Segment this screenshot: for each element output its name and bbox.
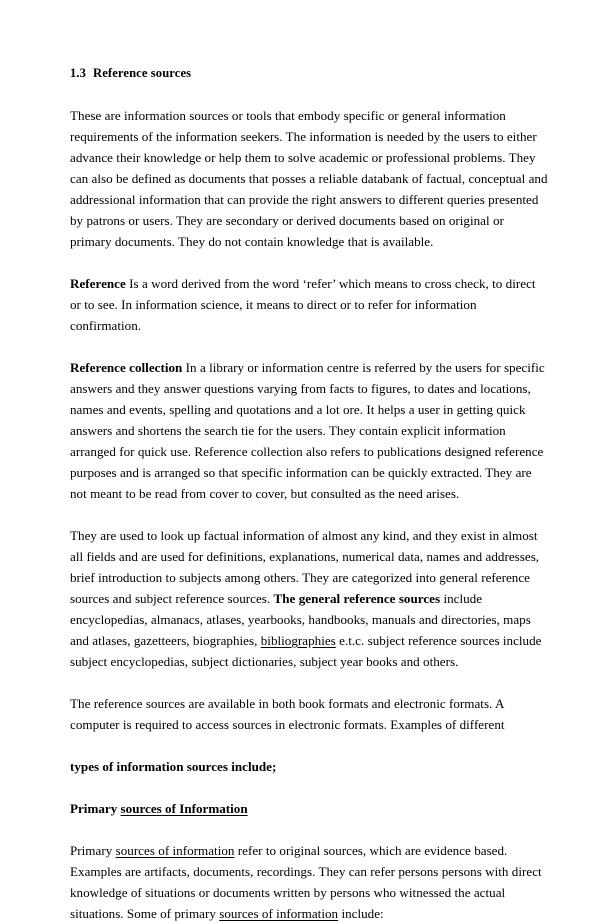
paragraph-reference-categories (70, 525, 548, 672)
primary-label: Primary (70, 801, 121, 816)
general-reference-sources-term: The general reference sources (273, 591, 441, 606)
reference-definition-text: Is a word derived from the word ‘refer’ which means to cross check, to direct or to see. In information science, it means to direct or to refer for information confirmation. (70, 276, 536, 333)
paragraph-formats (70, 693, 548, 735)
reference-collection-term: Reference collection (70, 360, 183, 375)
spacer (70, 84, 548, 105)
sources-of-information-underlined-heading: sources of Information (120, 801, 248, 816)
spacer (70, 777, 548, 798)
reference-collection-text: In a library or information centre is referred by the users for specific answers and they answer questions varying from facts to figures, to dates and locations, names and events, spelling and quotations and a lot ore. It helps a user in getting quick answers and shortens the search tie for the users. They contain explicit information arranged for quick use. Reference collection also refers to publications designed reference purposes and is arranged so that specific information can be quickly extracted. They are not meant to be read from cover to cover, but consulted as the need arises. (70, 360, 545, 501)
paragraph-reference-definition (70, 273, 548, 336)
bibliographies-underlined: bibliographies (260, 633, 336, 648)
spacer (70, 819, 548, 840)
formats-text: The reference sources are available in both book formats and electronic formats. A computer is required to access sources in electronic formats. Examples of different (70, 696, 505, 732)
sources-of-information-underlined-2: sources of information (219, 906, 339, 921)
paragraph-reference-collection (70, 357, 548, 504)
subheading-primary-sources (70, 798, 548, 819)
primary-sources-text-part3: include: (338, 906, 384, 921)
section-heading-number: 1.3 (70, 66, 87, 80)
spacer (70, 504, 548, 525)
primary-sources-text-part2: refer to original sources, which are evidence based. Examples are artifacts, documents, recordings. They can refer persons persons with direct knowledge of situations or documents written by persons who witnessed the actual situations. Some of primary (70, 843, 542, 921)
categories-text-part3: e.t.c. subject reference sources include subject encyclopedias, subject dictionaries, subject year books and others. (70, 633, 542, 669)
categories-text-part1: They are used to look up factual information of almost any kind, and they exist in almost all fields and are used for definitions, explanations, numerical data, names and addresses, brief introduction to subjects among others. They are categorized into general reference sources and subject reference sources. (70, 528, 540, 606)
spacer (70, 735, 548, 756)
primary-sources-text-part1: Primary (70, 843, 116, 858)
spacer (70, 252, 548, 273)
document-body (70, 63, 548, 924)
spacer (70, 672, 548, 693)
paragraph-primary-sources (70, 840, 548, 924)
spacer (70, 336, 548, 357)
categories-text-part2: include encyclopedias, almanacs, atlases, yearbooks, handbooks, manuals and directories, maps and atlases, gazetteers, biographies, (70, 591, 531, 648)
subheading-types-label: types of information sources include; (70, 759, 277, 774)
paragraph-intro-text: These are information sources or tools that embody specific or general information requirements of the information seekers. The information is needed by the users to either advance their knowledge or help them to solve academic or professional problems. They can also be defined as documents that posses a reliable databank of factual, conceptual and addressional information that can provide the right answers to different queries presented by patrons or users. They are secondary or derived documents based on original or primary documents. They do not contain knowledge that is available. (70, 108, 548, 249)
paragraph-intro (70, 105, 548, 252)
section-heading-title: Reference sources (93, 66, 192, 80)
subheading-types-of-information-sources (70, 756, 548, 777)
section-heading (70, 63, 548, 84)
sources-of-information-underlined-1: sources of information (115, 843, 235, 858)
reference-term: Reference (70, 276, 126, 291)
